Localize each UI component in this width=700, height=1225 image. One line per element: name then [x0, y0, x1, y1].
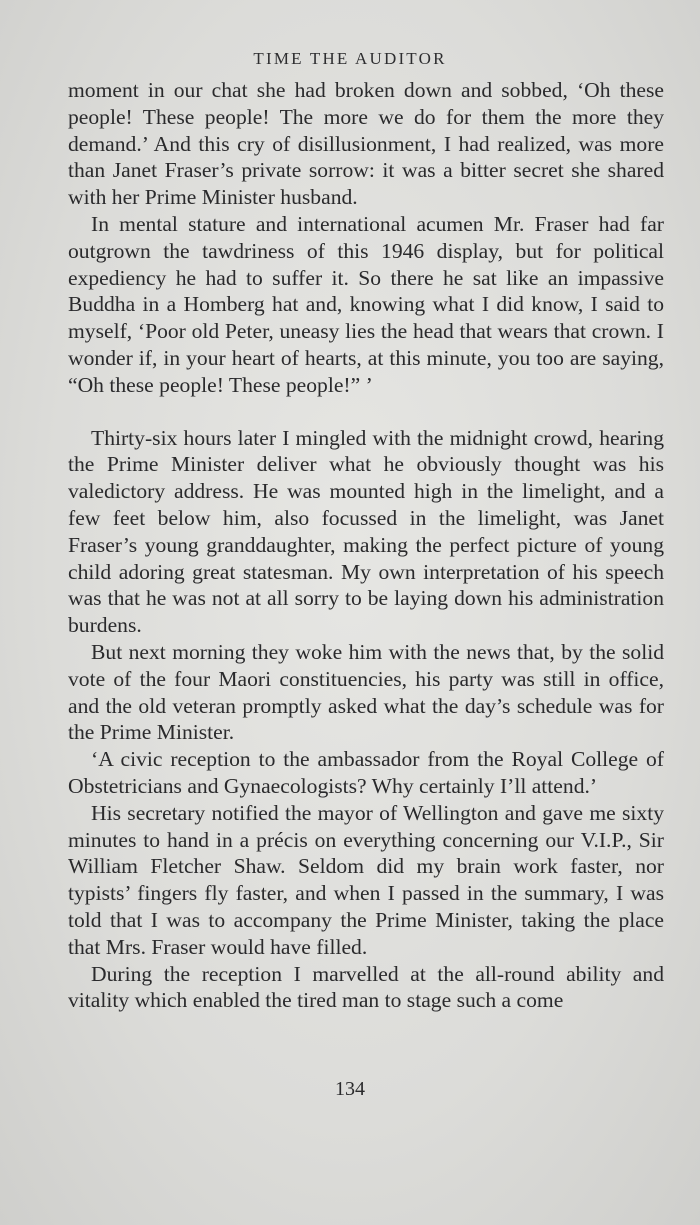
page-number: 134: [335, 1078, 365, 1100]
body-text: [68, 77, 664, 1014]
paragraph-7: During the reception I marvelled at the all-round ability and vitality which enabled the tired man to stage such a come: [68, 961, 664, 1013]
paragraph-3: Thirty-six hours later I mingled with the midnight crowd, hearing the Prime Minister deliver what he obviously thought was his valedictory address. He was mounted high in the limelight, and a few feet below him, also focussed in the limelight, was Janet Fraser’s young granddaughter, making the perfect picture of young child adoring great statesman. My own interpretation of his speech was that he was not at all sorry to be laying down his administration burdens.: [68, 425, 664, 638]
paragraph-2: In mental stature and international acumen Mr. Fraser had far outgrown the tawdriness of this 1946 display, but for political expediency he had to suffer it. So there he sat like an impassive Buddha in a Homberg hat and, knowing what I did know, I said to myself, ‘Poor old Peter, uneasy lies the head that wears that crown. I wonder if, in your heart of hearts, at this minute, you too are saying, “Oh these people! These people!” ’: [68, 211, 664, 397]
paragraph-5: ‘A civic reception to the ambassador from the Royal College of Obstetricians and Gynaecologists? Why certainly I’ll attend.’: [68, 747, 664, 798]
paragraph-1: moment in our chat she had broken down and sobbed, ‘Oh these people! These people! The more we do for them the more they demand.’ And this cry of disillusionment, I had realized, was more than Janet Fraser’s private sorrow: it was a bitter secret she shared with her Prime Minister husband.: [68, 78, 664, 210]
paragraph-4: But next morning they woke him with the news that, by the solid vote of the four Maori constituencies, his party was still in office, and the old veteran promptly asked what the day’s schedule was for the Prime Minister.: [68, 639, 664, 745]
paragraph-6: His secretary notified the mayor of Wellington and gave me sixty minutes to hand in a précis on everything concerning our V.I.P., Sir William Fletcher Shaw. Seldom did my brain work faster, nor typists’ fingers fly faster, and when I passed in the summary, I was told that I was to accompany the Prime Minister, taking the place that Mrs. Fraser would have filled.: [68, 800, 664, 959]
running-title: TIME THE AUDITOR: [253, 49, 447, 68]
